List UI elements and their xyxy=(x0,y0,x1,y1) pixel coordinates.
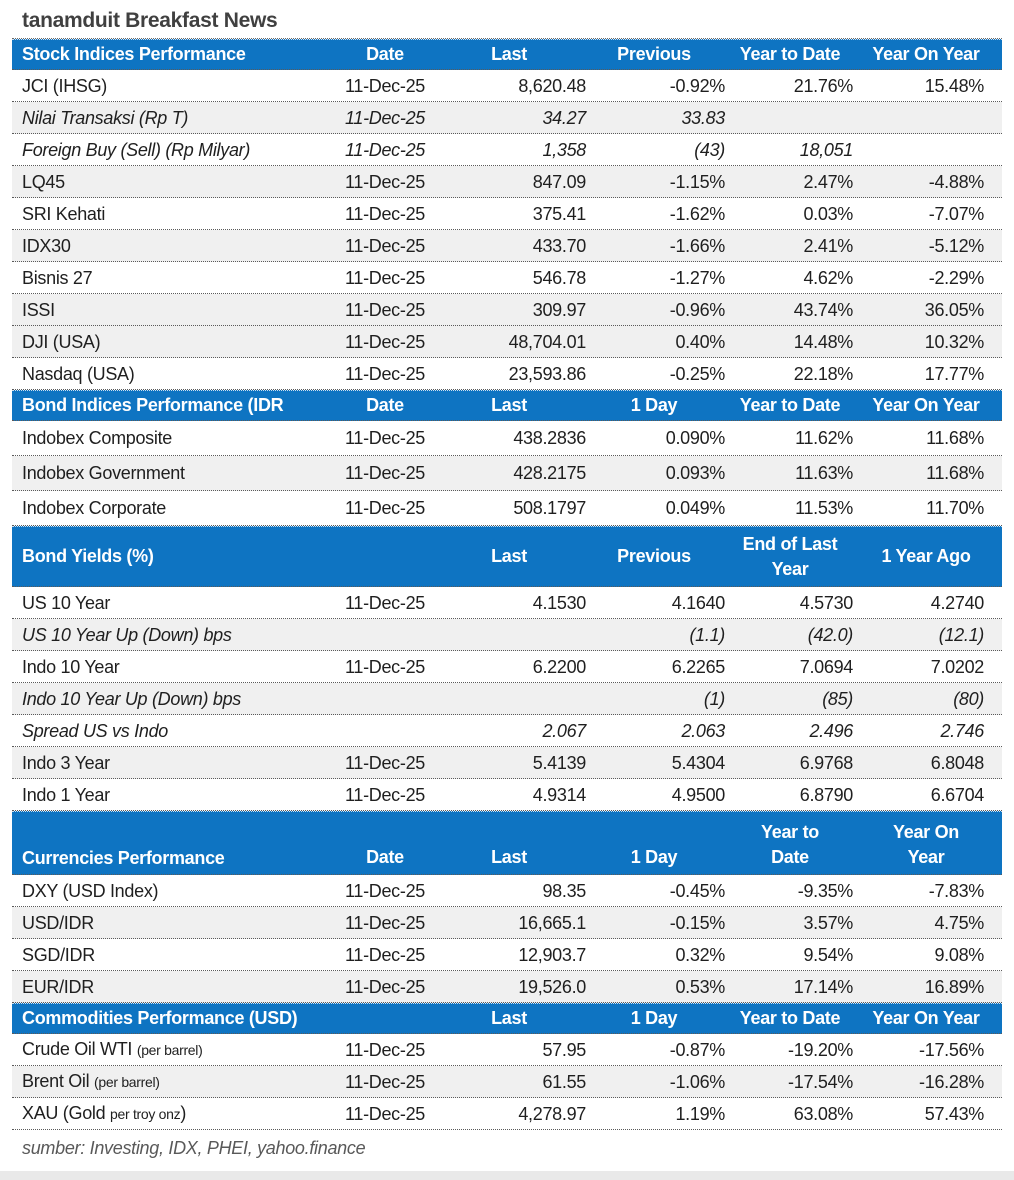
bottom-edge-strip xyxy=(0,1171,1014,1180)
column-header-year-to-date: Year to Date xyxy=(761,822,819,867)
row-value: 6.2265 xyxy=(671,656,725,677)
row-label: Brent Oil (per barrel) xyxy=(22,1071,160,1091)
row-value: (42.0) xyxy=(807,624,853,645)
row-date: 11-Dec-25 xyxy=(344,331,425,352)
row-value: -0.96% xyxy=(669,299,725,320)
row-date: 11-Dec-25 xyxy=(344,171,425,192)
row-value: 57.43% xyxy=(924,1103,984,1124)
section-title: Bond Yields (%) xyxy=(22,546,154,566)
row-value: 433.70 xyxy=(532,235,586,256)
row-date: 11-Dec-25 xyxy=(344,498,425,518)
section-header-bond-yields xyxy=(12,526,1002,587)
row-value: -1.27% xyxy=(669,267,725,288)
row-value: (85) xyxy=(822,688,853,709)
row-value: -0.92% xyxy=(669,75,725,96)
row-value: 0.093% xyxy=(665,463,725,483)
row-value: (43) xyxy=(694,139,725,160)
row-value: 14.48% xyxy=(793,331,853,352)
section-title: Currencies Performance xyxy=(22,848,225,868)
row-value: (1) xyxy=(703,688,725,709)
section-header-bond-indices xyxy=(12,390,1002,421)
row-value: 11.62% xyxy=(795,428,853,448)
row-value: 16.89% xyxy=(924,976,984,997)
table-row xyxy=(12,1098,1002,1130)
column-header-year-to-date: Year to Date xyxy=(739,44,841,65)
row-date: 11-Dec-25 xyxy=(344,463,425,483)
row-date: 11-Dec-25 xyxy=(344,299,425,320)
row-value: 6.6704 xyxy=(930,784,984,805)
table-row xyxy=(12,971,1002,1003)
row-value: 6.8048 xyxy=(930,752,984,773)
row-value: 36.05% xyxy=(924,299,984,320)
table-row xyxy=(12,651,1002,683)
row-value: 9.54% xyxy=(803,944,853,965)
column-header-year-on-year: Year On Year xyxy=(872,1008,980,1029)
row-date: 11-Dec-25 xyxy=(344,656,425,677)
row-label: IDX30 xyxy=(22,235,71,256)
row-date: 11-Dec-25 xyxy=(344,784,425,805)
column-header-year-to-date: Year to Date xyxy=(739,395,841,416)
column-header-date: Date xyxy=(366,846,404,867)
row-value: 309.97 xyxy=(532,299,586,320)
row-label: Spread US vs Indo xyxy=(22,720,168,741)
section-rows-currencies xyxy=(12,875,1002,1003)
row-value: 18,051 xyxy=(799,139,853,160)
column-header-blank xyxy=(330,1004,440,1033)
row-label: ISSI xyxy=(22,299,55,320)
row-value: 15.48% xyxy=(924,75,984,96)
row-value: (1.1) xyxy=(689,624,725,645)
row-value: 7.0694 xyxy=(799,656,853,677)
row-value: -0.45% xyxy=(669,880,725,901)
row-label: US 10 Year Up (Down) bps xyxy=(22,624,232,645)
row-value: 438.2836 xyxy=(513,428,586,448)
row-value: 22.18% xyxy=(793,363,853,384)
row-date: 11-Dec-25 xyxy=(344,203,425,224)
table-row xyxy=(12,939,1002,971)
row-date: 11-Dec-25 xyxy=(344,944,425,965)
row-value: 0.40% xyxy=(675,331,725,352)
row-value: -4.88% xyxy=(928,171,984,192)
column-header-end-of-last-year: End of Last Year xyxy=(742,534,838,579)
column-header-year-on-year: Year On Year xyxy=(872,44,980,65)
table-row xyxy=(12,102,1002,134)
row-value: -16.28% xyxy=(919,1071,984,1092)
row-value: 2.41% xyxy=(803,235,853,256)
row-date: 11-Dec-25 xyxy=(344,428,425,448)
row-value: 16,665.1 xyxy=(518,912,586,933)
row-value: 2.496 xyxy=(809,720,853,741)
row-label: Bisnis 27 xyxy=(22,267,93,288)
row-value: 11.53% xyxy=(795,498,853,518)
row-value: -0.87% xyxy=(669,1039,725,1060)
row-label: Indo 10 Year xyxy=(22,656,120,677)
row-value: 4.5730 xyxy=(799,592,853,613)
row-value: 1.19% xyxy=(675,1103,725,1124)
row-value: 23,593.86 xyxy=(508,363,586,384)
row-value: 6.2200 xyxy=(532,656,586,677)
row-label: Indo 1 Year xyxy=(22,784,110,805)
row-value: (12.1) xyxy=(938,624,984,645)
table-row xyxy=(12,491,1002,526)
row-value: 57.95 xyxy=(542,1039,586,1060)
row-label: LQ45 xyxy=(22,171,65,192)
row-value: 17.77% xyxy=(924,363,984,384)
row-label: Foreign Buy (Sell) (Rp Milyar) xyxy=(22,139,251,160)
row-label: Indobex Corporate xyxy=(22,498,166,518)
table-row xyxy=(12,715,1002,747)
row-label: DXY (USD Index) xyxy=(22,880,159,901)
row-label: EUR/IDR xyxy=(22,976,94,997)
table-row xyxy=(12,1066,1002,1098)
row-date: 11-Dec-25 xyxy=(344,752,425,773)
row-value: 61.55 xyxy=(542,1071,586,1092)
row-value: 12,903.7 xyxy=(518,944,586,965)
row-value: 10.32% xyxy=(924,331,984,352)
row-value: 1,358 xyxy=(542,139,586,160)
row-value: 508.1797 xyxy=(513,498,586,518)
row-value: 546.78 xyxy=(532,267,586,288)
row-value: 5.4304 xyxy=(671,752,725,773)
table-row xyxy=(12,747,1002,779)
row-value: 4.1640 xyxy=(671,592,725,613)
row-label: XAU (Gold per troy onz) xyxy=(22,1103,187,1123)
row-date: 11-Dec-25 xyxy=(344,592,425,613)
row-value: 2.746 xyxy=(940,720,984,741)
table-row xyxy=(12,358,1002,390)
table-row xyxy=(12,907,1002,939)
section-rows-bond-indices xyxy=(12,421,1002,526)
row-value: -0.25% xyxy=(669,363,725,384)
row-value: -9.35% xyxy=(797,880,853,901)
table-row xyxy=(12,779,1002,811)
row-value: 21.76% xyxy=(793,75,853,96)
table-row xyxy=(12,262,1002,294)
table-row xyxy=(12,230,1002,262)
row-date: 11-Dec-25 xyxy=(344,1039,425,1060)
column-header-year-to-date: Year to Date xyxy=(739,1008,841,1029)
column-header-previous: Previous xyxy=(617,44,691,65)
row-value: 4.75% xyxy=(934,912,984,933)
row-value: -0.15% xyxy=(669,912,725,933)
table-row xyxy=(12,198,1002,230)
column-header-1-day: 1 Day xyxy=(630,1008,678,1029)
row-label: Nasdaq (USA) xyxy=(22,363,135,384)
row-date: 11-Dec-25 xyxy=(344,880,425,901)
row-label: Crude Oil WTI (per barrel) xyxy=(22,1039,203,1059)
row-value: 0.03% xyxy=(803,203,853,224)
column-header-date: Date xyxy=(366,44,404,65)
section-bond-yields xyxy=(12,526,1002,811)
row-value: -1.66% xyxy=(669,235,725,256)
row-value: 4,278.97 xyxy=(518,1103,586,1124)
section-header-commodities xyxy=(12,1003,1002,1034)
column-header-last: Last xyxy=(491,846,527,867)
row-value: -7.83% xyxy=(928,880,984,901)
table-row xyxy=(12,587,1002,619)
row-value: 375.41 xyxy=(532,203,586,224)
row-label: JCI (IHSG) xyxy=(22,75,107,96)
row-value: -1.15% xyxy=(669,171,725,192)
row-label: US 10 Year xyxy=(22,592,111,613)
report-table xyxy=(12,38,1002,1130)
row-label: SRI Kehati xyxy=(22,203,106,224)
section-title: Commodities Performance (USD) xyxy=(22,1008,298,1028)
row-value: 6.8790 xyxy=(799,784,853,805)
row-value: 4.9314 xyxy=(532,784,586,805)
row-value: -17.54% xyxy=(788,1071,853,1092)
row-value: 428.2175 xyxy=(513,463,586,483)
row-value: 0.32% xyxy=(675,944,725,965)
section-rows-stock-indices xyxy=(12,70,1002,390)
row-value: 0.049% xyxy=(665,498,725,518)
row-value: (80) xyxy=(953,688,984,709)
row-value: 4.9500 xyxy=(671,784,725,805)
table-row xyxy=(12,70,1002,102)
row-value: 34.27 xyxy=(542,107,586,128)
row-value: 43.74% xyxy=(793,299,853,320)
section-rows-bond-yields xyxy=(12,587,1002,811)
table-row xyxy=(12,456,1002,491)
row-value: 11.63% xyxy=(795,463,853,483)
row-value: 4.62% xyxy=(803,267,853,288)
row-value: 48,704.01 xyxy=(508,331,586,352)
row-date: 11-Dec-25 xyxy=(344,912,425,933)
column-header-date: Date xyxy=(366,395,404,416)
row-date: 11-Dec-25 xyxy=(344,139,425,160)
row-label: USD/IDR xyxy=(22,912,94,933)
row-value: 6.9768 xyxy=(799,752,853,773)
table-row xyxy=(12,619,1002,651)
row-value: 4.2740 xyxy=(930,592,984,613)
row-value: 3.57% xyxy=(803,912,853,933)
row-label: Nilai Transaksi (Rp T) xyxy=(22,107,189,128)
row-value: 11.68% xyxy=(926,463,984,483)
row-date: 11-Dec-25 xyxy=(344,363,425,384)
row-value: 847.09 xyxy=(532,171,586,192)
column-header-1-year-ago: 1 Year Ago xyxy=(881,546,971,567)
row-value: 19,526.0 xyxy=(518,976,586,997)
row-label: DJI (USA) xyxy=(22,331,101,352)
row-value: 7.0202 xyxy=(930,656,984,677)
section-bond-indices xyxy=(12,390,1002,526)
table-row xyxy=(12,166,1002,198)
row-label: SGD/IDR xyxy=(22,944,95,965)
table-row xyxy=(12,294,1002,326)
row-value: 33.83 xyxy=(681,107,725,128)
row-value: 17.14% xyxy=(793,976,853,997)
row-value: 63.08% xyxy=(793,1103,853,1124)
row-value: 0.090% xyxy=(665,428,725,448)
row-value: 2.067 xyxy=(542,720,586,741)
column-header-last: Last xyxy=(491,395,527,416)
table-row xyxy=(12,683,1002,715)
row-value: 0.53% xyxy=(675,976,725,997)
row-value: 11.68% xyxy=(926,428,984,448)
table-row xyxy=(12,421,1002,456)
row-value: -19.20% xyxy=(788,1039,853,1060)
column-header-1-day: 1 Day xyxy=(630,846,678,867)
row-value: 98.35 xyxy=(542,880,586,901)
row-label: Indobex Government xyxy=(22,463,185,483)
column-header-previous: Previous xyxy=(617,546,691,567)
row-date: 11-Dec-25 xyxy=(344,1103,425,1124)
column-header-blank xyxy=(330,527,440,586)
section-rows-commodities xyxy=(12,1034,1002,1130)
table-row xyxy=(12,134,1002,166)
row-value: -1.06% xyxy=(669,1071,725,1092)
row-label: Indobex Composite xyxy=(22,428,172,448)
section-header-stock-indices xyxy=(12,39,1002,70)
section-stock-indices xyxy=(12,39,1002,390)
row-value: 2.47% xyxy=(803,171,853,192)
row-value: 8,620.48 xyxy=(518,75,586,96)
section-title: Stock Indices Performance xyxy=(22,44,246,64)
row-value: 9.08% xyxy=(934,944,984,965)
table-row xyxy=(12,326,1002,358)
section-currencies xyxy=(12,811,1002,1003)
row-date: 11-Dec-25 xyxy=(344,267,425,288)
row-date: 11-Dec-25 xyxy=(344,75,425,96)
column-header-last: Last xyxy=(491,1008,527,1029)
row-value: -1.62% xyxy=(669,203,725,224)
table-row xyxy=(12,875,1002,907)
column-header-year-on-year: Year On Year xyxy=(893,822,959,867)
row-value: -17.56% xyxy=(919,1039,984,1060)
page-title: tanamduit Breakfast News xyxy=(22,9,278,32)
column-header-last: Last xyxy=(491,44,527,65)
row-value: 5.4139 xyxy=(532,752,586,773)
row-value: 2.063 xyxy=(681,720,725,741)
row-value: -5.12% xyxy=(928,235,984,256)
column-header-last: Last xyxy=(491,546,527,567)
row-date: 11-Dec-25 xyxy=(344,107,425,128)
column-header-1-day: 1 Day xyxy=(630,395,678,416)
table-row xyxy=(12,1034,1002,1066)
row-date: 11-Dec-25 xyxy=(344,1071,425,1092)
row-value: 11.70% xyxy=(926,498,984,518)
source-note: sumber: Investing, IDX, PHEI, yahoo.finance xyxy=(22,1138,366,1158)
row-value: -7.07% xyxy=(928,203,984,224)
section-title: Bond Indices Performance (IDR xyxy=(22,395,284,415)
section-commodities xyxy=(12,1003,1002,1130)
row-value: -2.29% xyxy=(928,267,984,288)
row-label: Indo 3 Year xyxy=(22,752,110,773)
row-label: Indo 10 Year Up (Down) bps xyxy=(22,688,242,709)
row-value: 4.1530 xyxy=(532,592,586,613)
row-date: 11-Dec-25 xyxy=(344,976,425,997)
row-date: 11-Dec-25 xyxy=(344,235,425,256)
section-header-currencies xyxy=(12,811,1002,875)
column-header-year-on-year: Year On Year xyxy=(872,395,980,416)
